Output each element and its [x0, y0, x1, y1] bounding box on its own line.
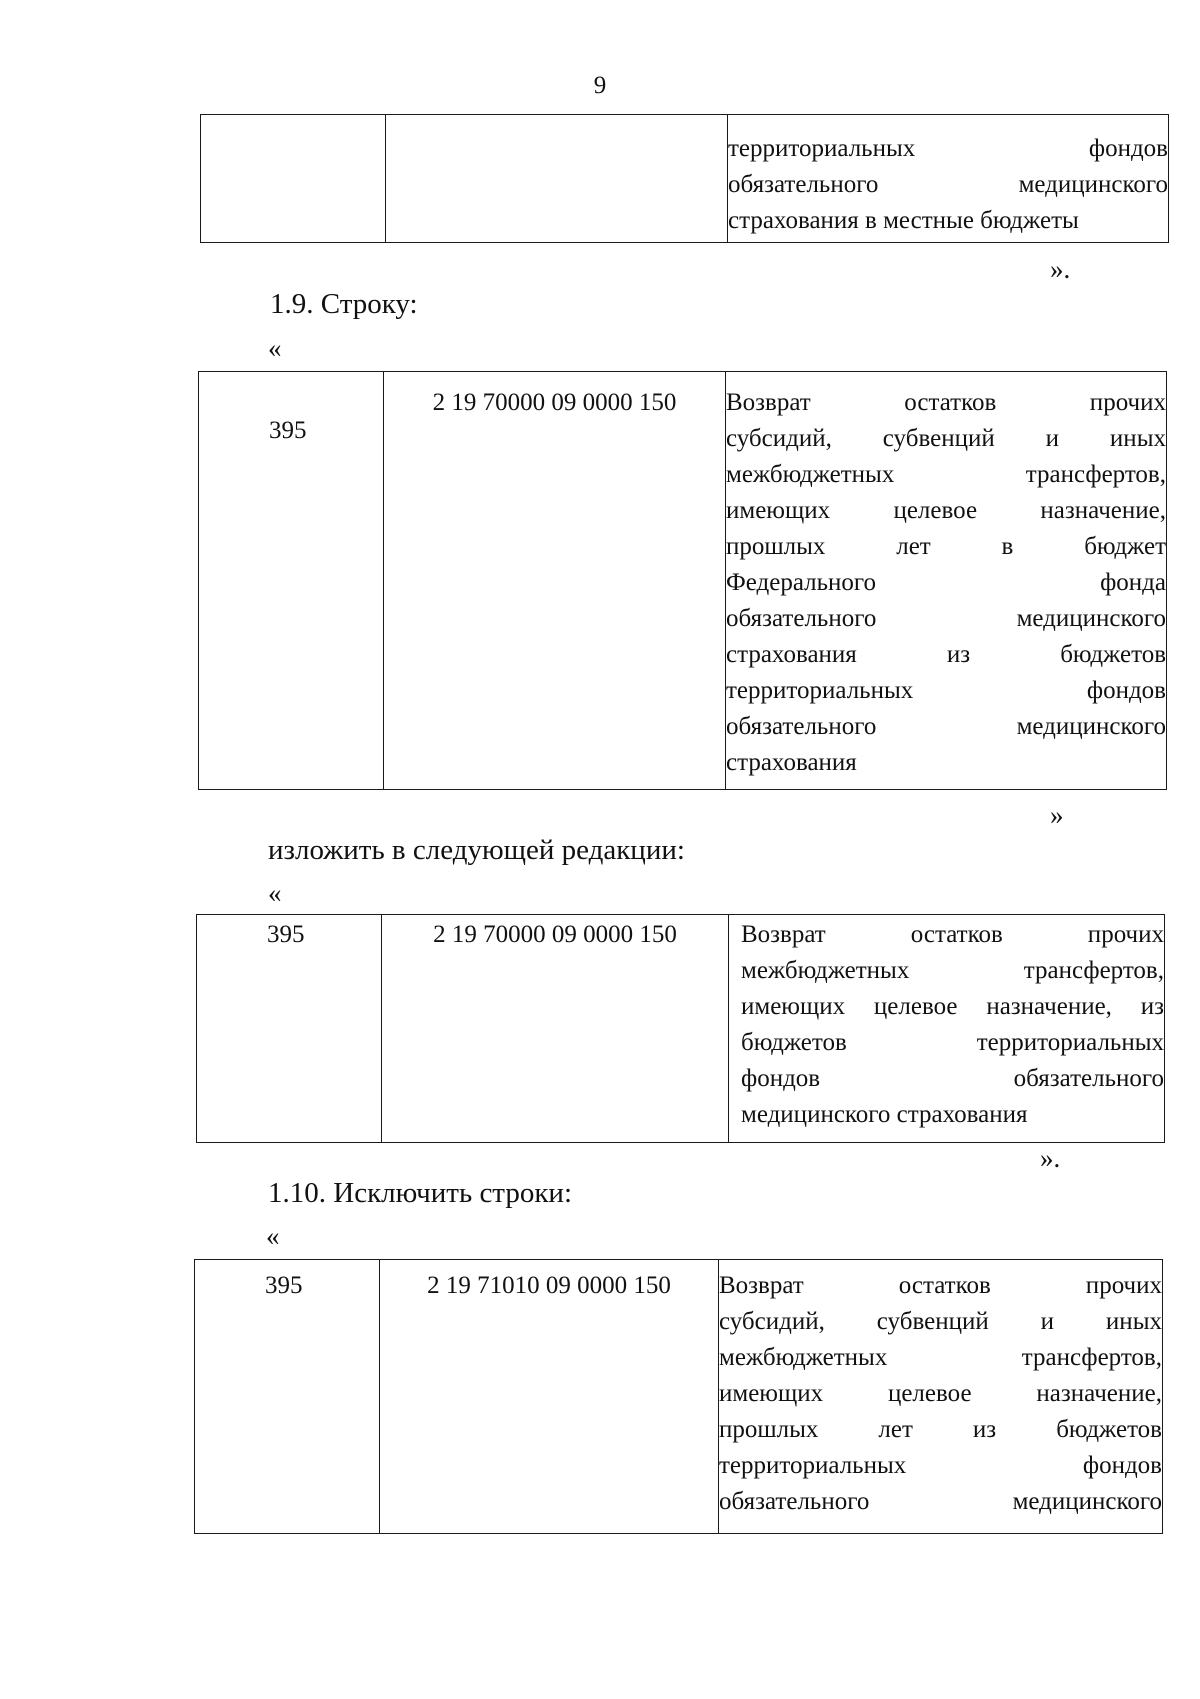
description-line: субсидий, субвенций и иных	[719, 1308, 1162, 1335]
page-number: 9	[593, 72, 607, 99]
description-line: прошлых лет в бюджет	[726, 533, 1166, 560]
description-line: субсидий, субвенций и иных	[726, 425, 1166, 452]
replace-instruction: изложить в следующей редакции:	[268, 834, 685, 866]
description-line: страхования	[726, 749, 857, 776]
code-cell: 395	[199, 372, 384, 790]
kbk-cell: 2 19 71010 09 0000 150	[380, 1260, 719, 1534]
description-line: территориальных фондов	[726, 677, 1166, 704]
description-line: прошлых лет из бюджетов	[719, 1416, 1162, 1443]
old-row-table	[198, 371, 1167, 790]
table-row	[195, 1260, 1163, 1534]
code-cell: 395	[195, 1260, 380, 1534]
description-line: Федерального фонда	[726, 569, 1166, 596]
description-line: бюджетов территориальных	[741, 1029, 1164, 1056]
closing-quote: ».	[1040, 1143, 1061, 1173]
kbk-cell: 2 19 70000 09 0000 150	[382, 915, 729, 1143]
description-line: имеющих целевое назначение, из	[741, 993, 1164, 1020]
description-line: обязательного медицинского	[726, 605, 1166, 632]
kbk-cell	[386, 115, 728, 243]
description-line: территориальных фондов	[719, 1452, 1162, 1479]
description-line: обязательного медицинского	[728, 171, 1168, 198]
code-cell	[201, 115, 386, 243]
kbk-cell: 2 19 70000 09 0000 150	[384, 372, 726, 790]
description-line: имеющих целевое назначение,	[726, 497, 1166, 524]
description-line: межбюджетных трансфертов,	[741, 957, 1164, 984]
description-line: межбюджетных трансфертов,	[726, 461, 1166, 488]
description-line: медицинского страхования	[741, 1101, 1028, 1128]
description-cell	[729, 915, 1165, 1143]
table-row	[199, 372, 1167, 790]
description-line: Возврат остатков прочих	[726, 389, 1166, 416]
description-line: обязательного медицинского	[719, 1488, 1162, 1515]
description-line: страхования из бюджетов	[726, 641, 1166, 668]
description-cell	[719, 1260, 1163, 1534]
description-line: Возврат остатков прочих	[741, 921, 1164, 948]
description-line: обязательного медицинского	[726, 713, 1166, 740]
description-line: территориальных фондов	[728, 135, 1168, 162]
closing-quote: »	[1050, 800, 1064, 830]
description-cell	[726, 372, 1167, 790]
opening-quote: «	[268, 333, 282, 363]
continuation-table	[200, 114, 1169, 243]
closing-quote: ».	[1050, 254, 1071, 284]
description-line: Возврат остатков прочих	[719, 1272, 1162, 1299]
opening-quote: «	[266, 1221, 280, 1251]
code-cell: 395	[197, 915, 382, 1143]
description-line: имеющих целевое назначение,	[719, 1380, 1162, 1407]
description-line: межбюджетных трансфертов,	[719, 1344, 1162, 1371]
excluded-row-table	[194, 1259, 1163, 1534]
section-heading-1-10: 1.10. Исключить строки:	[268, 1177, 573, 1209]
opening-quote: «	[268, 878, 282, 908]
table-row	[201, 115, 1169, 243]
description-cell	[728, 115, 1169, 243]
description-line: страхования в местные бюджеты	[728, 207, 1079, 234]
description-line: фондов обязательного	[741, 1065, 1164, 1092]
section-heading-1-9: 1.9. Строку:	[270, 288, 418, 320]
new-row-table	[196, 914, 1165, 1143]
table-row	[197, 915, 1165, 1143]
